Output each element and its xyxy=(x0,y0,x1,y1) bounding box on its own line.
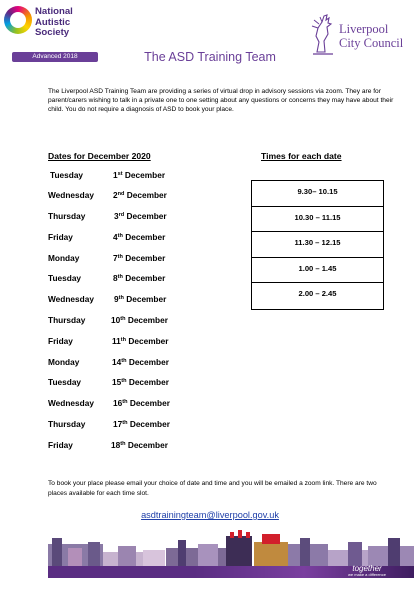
date-day: Monday xyxy=(48,357,80,367)
date-day: Thursday xyxy=(48,315,86,325)
date-day: Friday xyxy=(48,232,73,242)
date-value: 7th December xyxy=(113,253,166,263)
date-day: Tuesday xyxy=(50,170,84,180)
date-value: 8th December xyxy=(113,273,166,283)
date-day: Wednesday xyxy=(48,190,94,200)
date-day: Monday xyxy=(48,253,80,263)
time-slot: 2.00 – 2.45 xyxy=(298,289,337,299)
time-slot: 1.00 – 1.45 xyxy=(252,258,383,284)
date-value: 14th December xyxy=(112,357,169,367)
nas-logo-text: National Autistic Society xyxy=(35,6,73,39)
nas-accreditation-badge: Advanced 2018 xyxy=(12,52,98,62)
together-banner xyxy=(48,528,414,578)
time-slot: 10.30 – 11.15 xyxy=(252,207,383,233)
date-value: 18th December xyxy=(111,440,168,450)
banner-tagline: together we make a difference xyxy=(348,564,386,577)
date-value: 15th December xyxy=(112,377,169,387)
date-value: 4th December xyxy=(113,232,166,242)
council-name: Liverpool City Council xyxy=(339,22,404,50)
nas-ring-icon xyxy=(4,6,32,34)
date-value: 10th December xyxy=(111,315,168,325)
intro-paragraph: The Liverpool ASD Training Team are providing a series of virtual drop in advisory sessions via zoom. They are for parent/carers wishing to talk in a private one to one setting about any questions or concerns they may have about their child. You do not require a diagnosis of ASD to book your place. xyxy=(48,88,394,113)
date-value: 2nd December xyxy=(113,190,167,200)
date-day: Thursday xyxy=(48,419,86,429)
date-value: 16th December xyxy=(113,398,170,408)
contact-email-link[interactable]: asdtrainingteam@liverpool.gov.uk xyxy=(141,510,279,520)
date-value: 11th December xyxy=(112,336,169,346)
time-slot: 11.30 – 12.15 xyxy=(252,232,383,258)
date-day: Friday xyxy=(48,336,73,346)
date-day: Thursday xyxy=(48,211,86,221)
times-table xyxy=(251,180,384,310)
times-heading: Times for each date xyxy=(261,151,342,161)
page-title: The ASD Training Team xyxy=(144,50,276,64)
date-day: Tuesday xyxy=(48,377,82,387)
date-day: Tuesday xyxy=(48,273,82,283)
date-value: 9th December xyxy=(114,294,167,304)
booking-instructions: To book your place please email your choice of date and time and you will be emailed a zoom link. There are two places available for each time slot. xyxy=(48,480,377,497)
date-day: Wednesday xyxy=(48,294,94,304)
date-day: Wednesday xyxy=(48,398,94,408)
date-value: 3rd December xyxy=(114,211,167,221)
date-day: Friday xyxy=(48,440,73,450)
date-value: 1st December xyxy=(113,170,166,180)
date-value: 17th December xyxy=(113,419,170,429)
dates-heading: Dates for December 2020 xyxy=(48,151,151,161)
time-slot: 9.30– 10.15 xyxy=(252,181,383,207)
